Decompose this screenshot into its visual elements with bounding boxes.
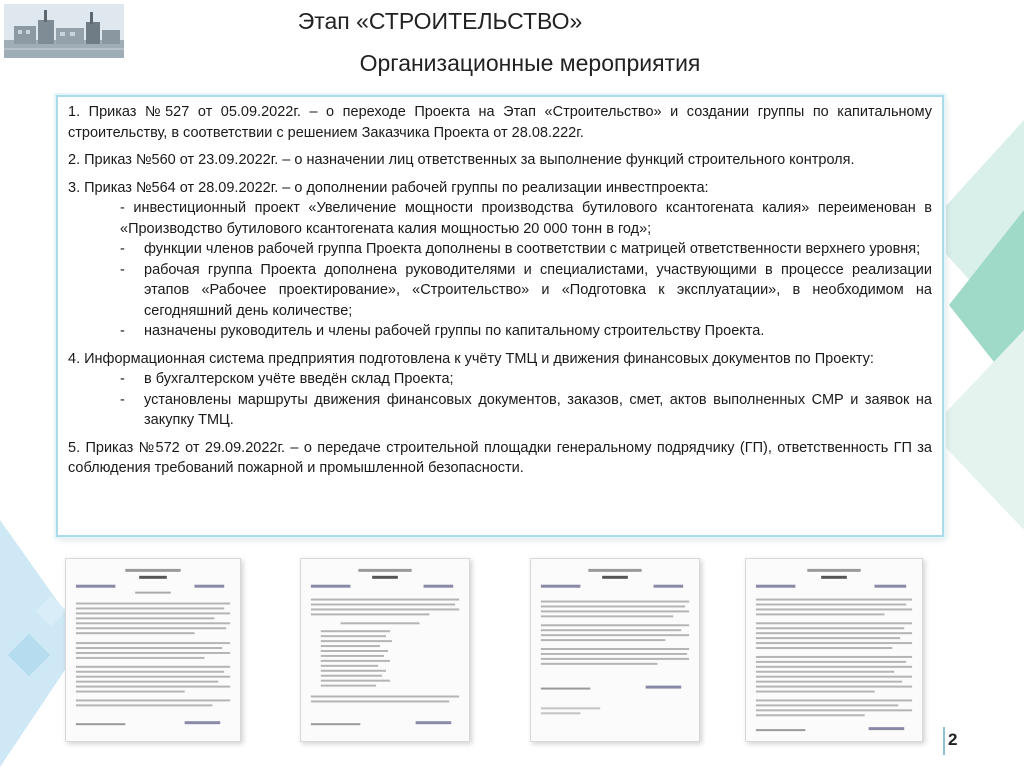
order-item-3-sub-2 (68, 239, 932, 260)
order-item-4-heading: 4. Информационная система предприятия подготовлена к учёту ТМЦ и движения финансовых документов по Проекту: (68, 350, 874, 367)
order-item-2: 2. Приказ №560 от 23.09.2022г. – о назначении лиц ответственных за выполнение функций строительного контроля. (68, 152, 855, 168)
scanned-order-document-4 (745, 558, 923, 742)
plant-photo (4, 4, 124, 58)
order-item-3-sub-1 (68, 198, 932, 239)
order-item-3-heading: 3. Приказ №564 от 28.09.2022г. – о дополнении рабочей группы по реализации инвестпроекта: (68, 179, 709, 196)
bullet-dash: - (120, 371, 125, 387)
order-item-3-sub-4 (68, 321, 932, 342)
order-item-3 (68, 178, 932, 342)
order-item-4-sub-2-text: установлены маршруты движения финансовых документов, заказов, смет, актов выполненных СМР и заявок на закупку ТМЦ. (144, 391, 932, 428)
page-number-divider (943, 727, 945, 755)
order-item-4-sub-1-text: в бухгалтерском учёте введён склад Проекта; (144, 371, 454, 387)
bullet-dash: - (120, 261, 125, 278)
order-item-3-sub-2-text: функции членов рабочей группа Проекта дополнены в соответствии с матрицей ответственности верхнего уровня; (144, 241, 921, 257)
bullet-dash: - (120, 241, 125, 257)
order-item-1: 1. Приказ №527 от 05.09.2022г. – о переходе Проекта на Этап «Строительство» и создании группы по капитальному строительству, в соответствии с решением Заказчика Проекта от 28.08.222г. (68, 104, 932, 141)
order-item-3-sub-3 (68, 260, 932, 322)
scanned-order-document-1 (65, 558, 241, 742)
order-item-3-sub-1-text: - инвестиционный проект «Увеличение мощности производства бутилового ксантогената калия» переименован в «Производство бутилового ксантогената калия мощностью 20 000 тонн в год»; (120, 200, 932, 237)
order-item-5: 5. Приказ №572 от 29.09.2022г. – о передаче строительной площадки генеральному подрядчику (ГП), ответственность ГП за соблюдения требований пожарной и промышленной безопасности. (68, 439, 932, 476)
bullet-dash: - (120, 323, 125, 339)
order-item-3-sub-3-text: рабочая группа Проекта дополнена руководителями и специалистами, участвующими в процессе реализации этапов «Рабочее проектирование», «Строительство» и «Подготовка к эксплуатации», в необходимом на сегодняшний день количестве; (144, 261, 932, 319)
page-subtitle: Организационные мероприятия (359, 50, 701, 76)
scanned-order-document-3 (530, 558, 700, 742)
order-item-3-sub-4-text: назначены руководитель и члены рабочей группы по капитальному строительству Проекта. (144, 323, 765, 339)
order-item-4-sub-2 (68, 390, 932, 431)
page-number: 2 (948, 730, 958, 749)
scanned-order-document-2 (300, 558, 470, 742)
order-item-4 (68, 349, 932, 431)
bullet-dash: - (120, 391, 125, 408)
page-title: Этап «СТРОИТЕЛЬСТВО» (297, 8, 583, 34)
order-item-4-sub-1 (68, 369, 932, 390)
content-body (62, 102, 938, 479)
